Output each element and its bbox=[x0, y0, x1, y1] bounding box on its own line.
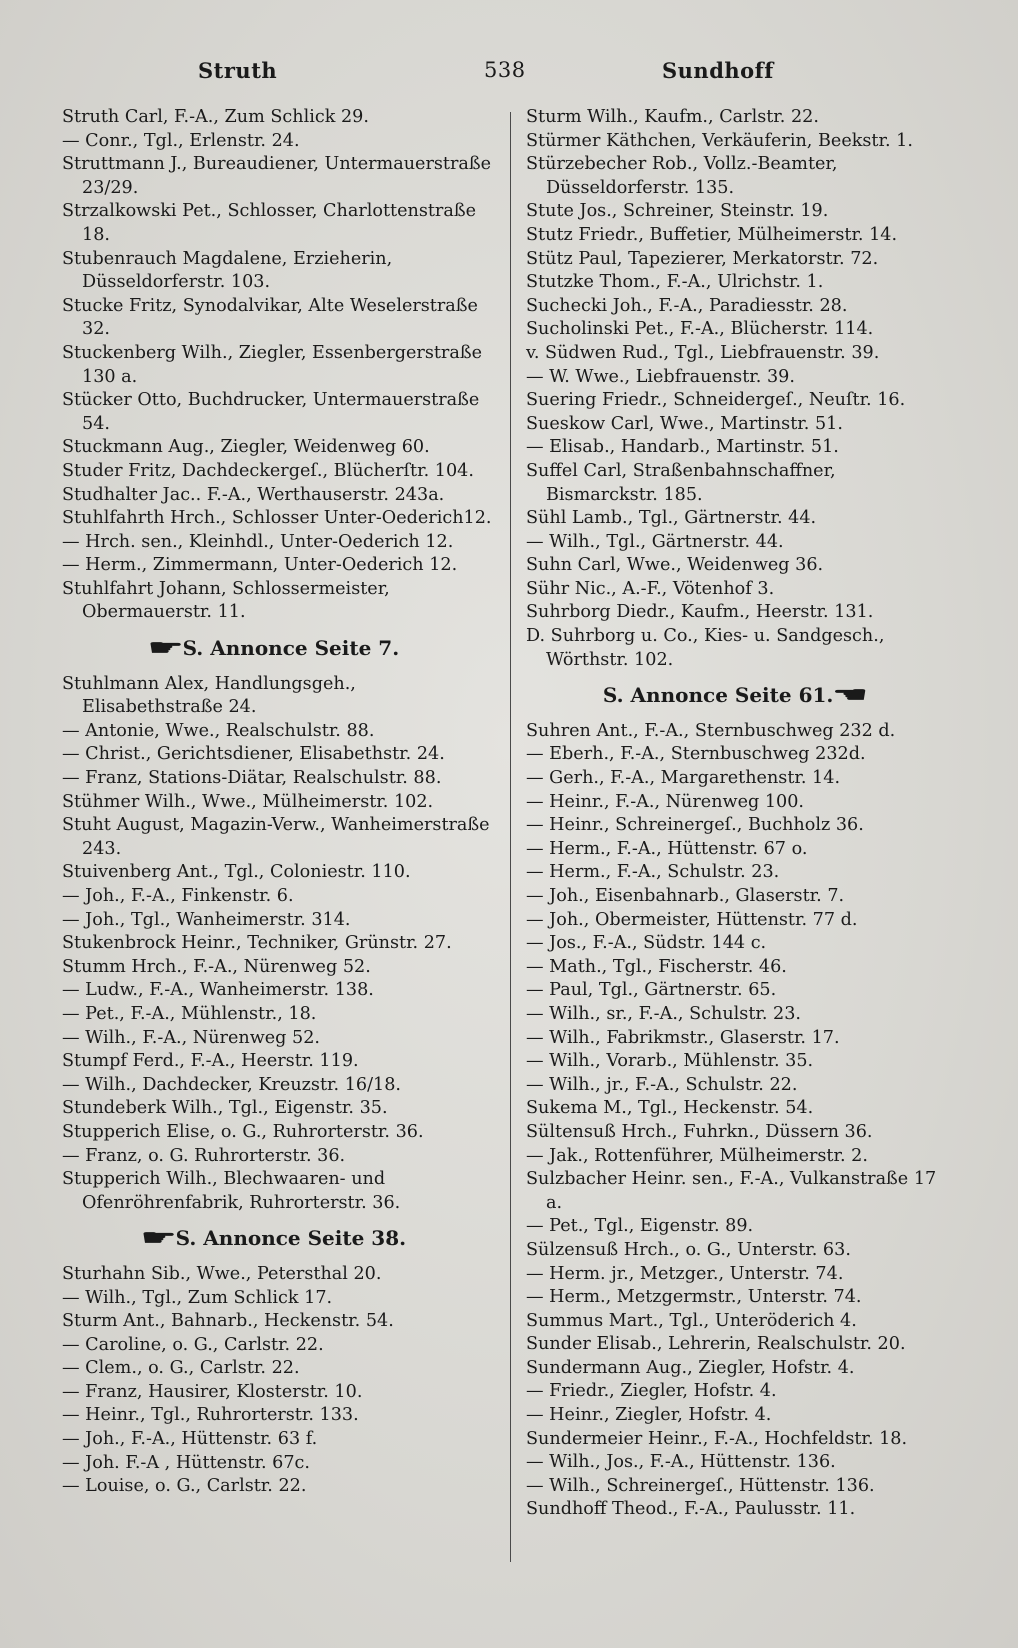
directory-entry: Suhrborg Diedr., Kaufm., Heerstr. 131. bbox=[526, 602, 874, 623]
entry-list bbox=[526, 106, 938, 672]
directory-entry: — Pet., F.-A., Mühlenstr., 18. bbox=[62, 1003, 317, 1024]
directory-entry: Stumm Hrch., F.-A., Nürenweg 52. bbox=[62, 956, 371, 977]
directory-entry: — Herm. jr., Metzger., Unterstr. 74. bbox=[526, 1263, 844, 1284]
directory-entry: Strzalkowski Pet., Schlosser, Charlottenstraße 18. bbox=[62, 201, 476, 245]
entry-list bbox=[526, 720, 938, 1522]
directory-entry: — Christ., Gerichtsdiener, Elisabethstr. 24. bbox=[62, 744, 445, 765]
directory-entry: — Heinr., Tgl., Ruhrorterstr. 133. bbox=[62, 1405, 359, 1426]
left-column bbox=[62, 106, 492, 1499]
directory-entry: Stuht August, Magazin-Verw., Wanheimerstraße 243. bbox=[62, 815, 490, 859]
directory-entry: Stuhlmann Alex, Handlungsgeh., Elisabethstraße 24. bbox=[62, 673, 356, 718]
annonce-text: S. Annonce Seite 38. bbox=[175, 1226, 407, 1251]
page-number: 538 bbox=[484, 58, 526, 82]
directory-entry: Stürzebecher Rob., Vollz.-Beamter, Düsseldorferstr. 135. bbox=[526, 154, 838, 198]
directory-entry: Stukenbrock Heinr., Techniker, Grünstr. 27. bbox=[62, 933, 452, 954]
directory-entry: Stücker Otto, Buchdrucker, Untermauerstraße 54. bbox=[62, 390, 480, 434]
directory-entry: — Friedr., Ziegler, Hofstr. 4. bbox=[526, 1381, 777, 1402]
directory-entry: Summus Mart., Tgl., Unteröderich 4. bbox=[526, 1310, 857, 1331]
directory-entry: Stupperich Elise, o. G., Ruhrorterstr. 36. bbox=[62, 1121, 424, 1142]
entry-list bbox=[62, 106, 492, 625]
directory-entry: — Louise, o. G., Carlstr. 22. bbox=[62, 1476, 307, 1497]
entry-list bbox=[62, 673, 492, 1216]
directory-entry: — Joh., Tgl., Wanheimerstr. 314. bbox=[62, 909, 351, 930]
directory-entry: — Pet., Tgl., Eigenstr. 89. bbox=[526, 1216, 754, 1237]
directory-entry: Stuhlfahrth Hrch., Schlosser Unter-Oederich12. bbox=[62, 508, 492, 529]
directory-entry: Stubenrauch Magdalene, Erzieherin, Düsseldorferstr. 103. bbox=[62, 248, 393, 293]
directory-entry: Stutz Friedr., Buffetier, Mülheimerstr. 14. bbox=[526, 224, 898, 245]
directory-entry: — W. Wwe., Liebfrauenstr. 39. bbox=[526, 366, 795, 387]
directory-entry: — Herm., F.-A., Hüttenstr. 67 o. bbox=[526, 838, 808, 859]
directory-entry: Stute Jos., Schreiner, Steinstr. 19. bbox=[526, 201, 829, 222]
directory-entry: — Paul, Tgl., Gärtnerstr. 65. bbox=[526, 980, 777, 1001]
directory-entry: Studer Fritz, Dachdeckergeſ., Blücherſtr. 104. bbox=[62, 460, 474, 481]
directory-entry: Sundermeier Heinr., F.-A., Hochfeldstr. 18. bbox=[526, 1428, 908, 1449]
directory-entry: — Wilh., Tgl., Zum Schlick 17. bbox=[62, 1287, 333, 1308]
directory-entry: Stühmer Wilh., Wwe., Mülheimerstr. 102. bbox=[62, 791, 434, 812]
directory-entry: Stütz Paul, Tapezierer, Merkatorstr. 72. bbox=[526, 248, 879, 269]
directory-entry: D. Suhrborg u. Co., Kies- u. Sandgesch., Wörthstr. 102. bbox=[526, 626, 885, 670]
directory-entry: — Franz, Hausirer, Klosterstr. 10. bbox=[62, 1381, 363, 1402]
directory-entry: — Herm., Zimmermann, Unter-Oederich 12. bbox=[62, 555, 458, 576]
directory-entry: — Heinr., Schreinergeſ., Buchholz 36. bbox=[526, 815, 864, 836]
directory-entry: Sundhoff Theod., F.-A., Paulusstr. 11. bbox=[526, 1499, 856, 1520]
directory-entry: Stuckenberg Wilh., Ziegler, Essenbergerstraße 130 a. bbox=[62, 342, 482, 387]
directory-entry: Stundeberk Wilh., Tgl., Eigenstr. 35. bbox=[62, 1098, 388, 1119]
directory-entry: — Caroline, o. G., Carlstr. 22. bbox=[62, 1334, 324, 1355]
directory-entry: Stürmer Käthchen, Verkäuferin, Beekstr. 1. bbox=[526, 130, 913, 151]
directory-entry: — Wilh., F.-A., Nürenweg 52. bbox=[62, 1027, 320, 1048]
directory-entry: Sulzbacher Heinr. sen., F.-A., Vulkanstraße 17 a. bbox=[526, 1169, 937, 1213]
annonce-note bbox=[526, 684, 938, 708]
directory-entry: — Wilh., Vorarb., Mühlenstr. 35. bbox=[526, 1051, 814, 1072]
directory-entry: — Conr., Tgl., Erlenstr. 24. bbox=[62, 130, 300, 151]
annonce-note bbox=[62, 1227, 492, 1251]
directory-entry: — Wilh., Jos., F.-A., Hüttenstr. 136. bbox=[526, 1452, 836, 1473]
directory-entry: — Herm., F.-A., Schulstr. 23. bbox=[526, 862, 780, 883]
directory-entry: — Wilh., Tgl., Gärtnerstr. 44. bbox=[526, 531, 784, 552]
directory-entry: Suhn Carl, Wwe., Weidenweg 36. bbox=[526, 555, 824, 576]
directory-entry: — Jak., Rottenführer, Mülheimerstr. 2. bbox=[526, 1145, 868, 1166]
directory-entry: — Herm., Metzgermstr., Unterstr. 74. bbox=[526, 1287, 862, 1308]
directory-entry: — Wilh., Dachdecker, Kreuzstr. 16/18. bbox=[62, 1074, 401, 1095]
directory-entry: Suffel Carl, Straßenbahnschaffner, Bismarckstr. 185. bbox=[526, 460, 836, 505]
directory-entry: — Jos., F.-A., Südstr. 144 c. bbox=[526, 933, 767, 954]
directory-entry: Suering Friedr., Schneidergeſ., Neuſtr. 16. bbox=[526, 390, 906, 411]
pointing-hand-icon: ☛ bbox=[836, 682, 869, 709]
directory-entry: v. Südwen Rud., Tgl., Liebfrauenstr. 39. bbox=[526, 342, 880, 363]
annonce-note bbox=[62, 637, 492, 661]
directory-entry: — Joh., F.-A., Finkenstr. 6. bbox=[62, 886, 294, 906]
directory-entry: Sueskow Carl, Wwe., Martinstr. 51. bbox=[526, 413, 843, 434]
directory-entry: — Gerh., F.-A., Margarethenstr. 14. bbox=[526, 768, 841, 789]
annonce-text: S. Annonce Seite 7. bbox=[182, 636, 400, 661]
directory-entry: — Math., Tgl., Fischerstr. 46. bbox=[526, 956, 787, 977]
annonce-text: S. Annonce Seite 61. bbox=[602, 683, 834, 708]
directory-entry: Stutzke Thom., F.-A., Ulrichstr. 1. bbox=[526, 272, 824, 293]
directory-entry: — Wilh., Schreinergeſ., Hüttenstr. 136. bbox=[526, 1475, 875, 1496]
directory-entry: Sülzensuß Hrch., o. G., Unterstr. 63. bbox=[526, 1239, 851, 1260]
directory-entry: Sühr Nic., A.-F., Vötenhof 3. bbox=[526, 578, 775, 599]
directory-entry: Sundermann Aug., Ziegler, Hofstr. 4. bbox=[526, 1357, 855, 1378]
directory-entry: — Heinr., Ziegler, Hofstr. 4. bbox=[526, 1405, 772, 1426]
directory-entry: — Joh., Obermeister, Hüttenstr. 77 d. bbox=[526, 909, 858, 930]
directory-entry: Stumpf Ferd., F.-A., Heerstr. 119. bbox=[62, 1051, 359, 1072]
entry-list bbox=[62, 1263, 492, 1499]
directory-entry: Sturm Ant., Bahnarb., Heckenstr. 54. bbox=[62, 1311, 394, 1332]
directory-entry: — Eberh., F.-A., Sternbuschweg 232d. bbox=[526, 744, 866, 765]
directory-entry: — Joh., Eisenbahnarb., Glaserstr. 7. bbox=[526, 886, 845, 906]
directory-entry: — Wilh., sr., F.-A., Schulstr. 23. bbox=[526, 1003, 802, 1024]
directory-entry: Sturhahn Sib., Wwe., Petersthal 20. bbox=[62, 1263, 382, 1284]
directory-entry: Sukema M., Tgl., Heckenstr. 54. bbox=[526, 1098, 814, 1119]
directory-entry: Stucke Fritz, Synodalvikar, Alte Weselerstraße 32. bbox=[62, 295, 478, 340]
directory-entry: Stuhlfahrt Johann, Schlossermeister, Obermauerstr. 11. bbox=[62, 578, 390, 623]
running-head-right: Sundhoff bbox=[662, 58, 774, 83]
pointing-hand-icon: ☛ bbox=[140, 1225, 173, 1252]
directory-entry: Stuckmann Aug., Ziegler, Weidenweg 60. bbox=[62, 437, 430, 458]
running-head-left: Struth bbox=[198, 58, 278, 83]
directory-entry: — Heinr., F.-A., Nürenweg 100. bbox=[526, 791, 805, 812]
directory-entry: — Antonie, Wwe., Realschulstr. 88. bbox=[62, 720, 375, 741]
directory-entry: — Joh., F.-A., Hüttenstr. 63 f. bbox=[62, 1429, 318, 1450]
directory-entry: Studhalter Jac.. F.-A., Werthauserstr. 243a. bbox=[62, 484, 445, 505]
directory-entry: Stuivenberg Ant., Tgl., Coloniestr. 110. bbox=[62, 862, 411, 883]
directory-entry: Sunder Elisab., Lehrerin, Realschulstr. 20. bbox=[526, 1334, 906, 1355]
directory-entry: — Hrch. sen., Kleinhdl., Unter-Oederich 12. bbox=[62, 531, 454, 552]
directory-entry: Suhren Ant., F.-A., Sternbuschweg 232 d. bbox=[526, 720, 896, 741]
directory-entry: Sturm Wilh., Kaufm., Carlstr. 22. bbox=[526, 107, 819, 127]
directory-entry: — Elisab., Handarb., Martinstr. 51. bbox=[526, 437, 839, 458]
directory-entry: — Clem., o. G., Carlstr. 22. bbox=[62, 1358, 300, 1379]
directory-entry: — Joh. F.-A , Hüttenstr. 67c. bbox=[62, 1452, 310, 1473]
directory-entry: — Wilh., Fabrikmstr., Glaserstr. 17. bbox=[526, 1027, 840, 1048]
directory-entry: Stupperich Wilh., Blechwaaren- und Ofenröhrenfabrik, Ruhrorterstr. 36. bbox=[62, 1169, 401, 1213]
column-divider bbox=[510, 112, 511, 1562]
directory-entry: — Wilh., jr., F.-A., Schulstr. 22. bbox=[526, 1074, 798, 1095]
directory-entry: Sühl Lamb., Tgl., Gärtnerstr. 44. bbox=[526, 508, 817, 529]
directory-entry: Sucholinski Pet., F.-A., Blücherstr. 114. bbox=[526, 319, 874, 340]
directory-entry: — Franz, o. G. Ruhrorterstr. 36. bbox=[62, 1145, 346, 1166]
directory-entry: Suchecki Joh., F.-A., Paradiesstr. 28. bbox=[526, 295, 848, 316]
directory-entry: Struttmann J., Bureaudiener, Untermauerstraße 23/29. bbox=[62, 154, 492, 198]
directory-entry: Sültensuß Hrch., Fuhrkn., Düssern 36. bbox=[526, 1121, 873, 1142]
directory-entry: Struth Carl, F.-A., Zum Schlick 29. bbox=[62, 107, 369, 127]
directory-entry: — Ludw., F.-A., Wanheimerstr. 138. bbox=[62, 980, 374, 1001]
pointing-hand-icon: ☛ bbox=[147, 635, 180, 662]
right-column bbox=[526, 106, 938, 1522]
directory-entry: — Franz, Stations-Diätar, Realschulstr. 88. bbox=[62, 768, 442, 789]
